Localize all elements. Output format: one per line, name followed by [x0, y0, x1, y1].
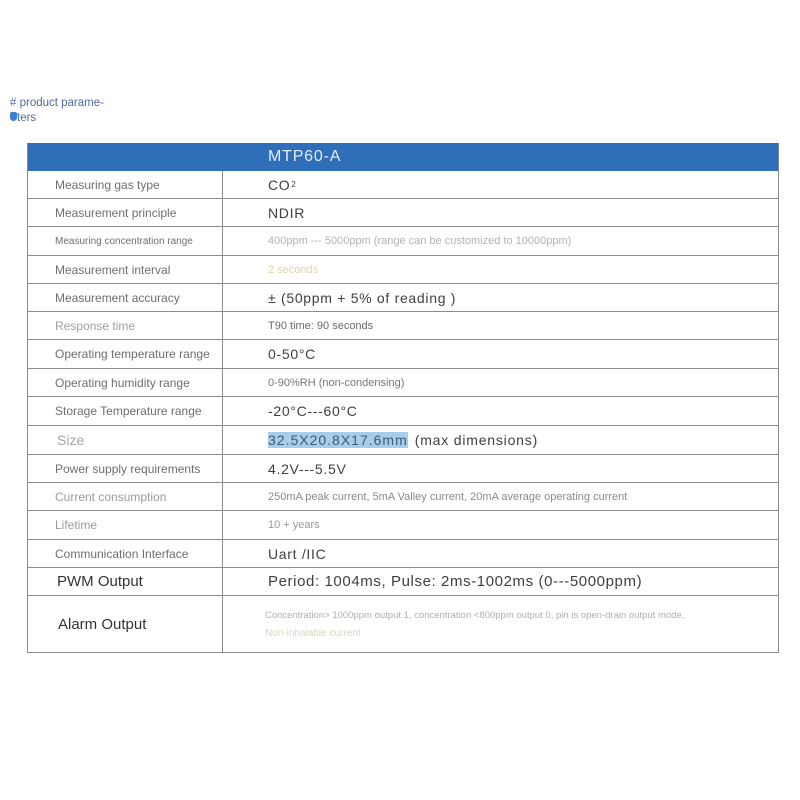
table-row	[28, 511, 778, 540]
param-value: Uart /IIC	[268, 545, 327, 562]
param-value: 2 seconds	[268, 263, 319, 276]
table-header	[28, 143, 778, 171]
param-label: Alarm Output	[28, 596, 223, 652]
table-row	[28, 199, 778, 227]
model-name: MTP60-A	[268, 148, 342, 165]
param-label: Response time	[28, 312, 223, 339]
param-label: Size	[28, 426, 223, 454]
section-heading-line-1: # product parame-	[10, 97, 104, 109]
bullet-marker-icon	[10, 112, 17, 121]
param-value: T90 time: 90 seconds	[268, 319, 374, 332]
size-highlighted-text: 32.5X20.8X17.6mm	[268, 432, 408, 448]
param-value: 4.2V---5.5V	[268, 460, 347, 477]
param-value	[223, 596, 778, 652]
param-value: 250mA peak current, 5mA Valley current, 20mA average operating current	[268, 490, 628, 503]
table-row	[28, 284, 778, 312]
param-value: 400ppm --- 5000ppm (range can be customized to 10000ppm)	[268, 235, 572, 247]
param-label: Lifetime	[28, 511, 223, 539]
param-value	[223, 426, 778, 454]
param-value: 10 + years	[268, 519, 320, 531]
alarm-note: Non-inhalable current	[265, 627, 361, 639]
param-label: Storage Temperature range	[28, 397, 223, 425]
size-note: (max dimensions)	[414, 432, 539, 448]
param-value: ± (50ppm + 5% of reading )	[268, 289, 457, 306]
param-value: 0-50°C	[268, 346, 316, 362]
table-row	[28, 171, 778, 199]
parameter-table	[27, 143, 779, 653]
param-value: Period: 1004ms, Pulse: 2ms-1002ms (0---5000ppm)	[268, 573, 643, 590]
table-row	[28, 596, 778, 653]
table-row	[28, 426, 778, 455]
param-label: Measurement principle	[28, 199, 223, 226]
param-label: Operating temperature range	[28, 340, 223, 368]
param-label: Measuring concentration range	[28, 227, 223, 255]
param-value: -20°C---60°C	[268, 403, 358, 419]
table-row	[28, 483, 778, 511]
param-label: Power supply requirements	[28, 455, 223, 482]
param-value	[223, 171, 778, 198]
param-label: PWM Output	[28, 568, 223, 595]
table-row	[28, 340, 778, 369]
table-row	[28, 540, 778, 568]
param-label: Measurement interval	[28, 256, 223, 283]
table-row	[28, 312, 778, 340]
param-value: NDIR	[268, 204, 306, 221]
param-value: 0-90%RH (non-condensing)	[268, 376, 405, 389]
table-row	[28, 568, 778, 596]
table-row	[28, 256, 778, 284]
param-label: Measurement accuracy	[28, 284, 223, 311]
gas-formula-subscript: 2	[291, 180, 297, 189]
table-row	[28, 397, 778, 426]
table-row	[28, 369, 778, 397]
param-label: Operating humidity range	[28, 369, 223, 396]
gas-formula: CO	[268, 176, 291, 193]
alarm-description: Concentration> 1000ppm output 1, concentration <800ppm output 0, pin is open-drain output mode,	[265, 609, 685, 621]
table-row	[28, 227, 778, 256]
param-label: Communication Interface	[28, 540, 223, 567]
param-label: Current consumption	[28, 483, 223, 510]
param-label: Measuring gas type	[28, 171, 223, 198]
section-heading-line-2: ters	[17, 112, 37, 124]
table-row	[28, 455, 778, 483]
